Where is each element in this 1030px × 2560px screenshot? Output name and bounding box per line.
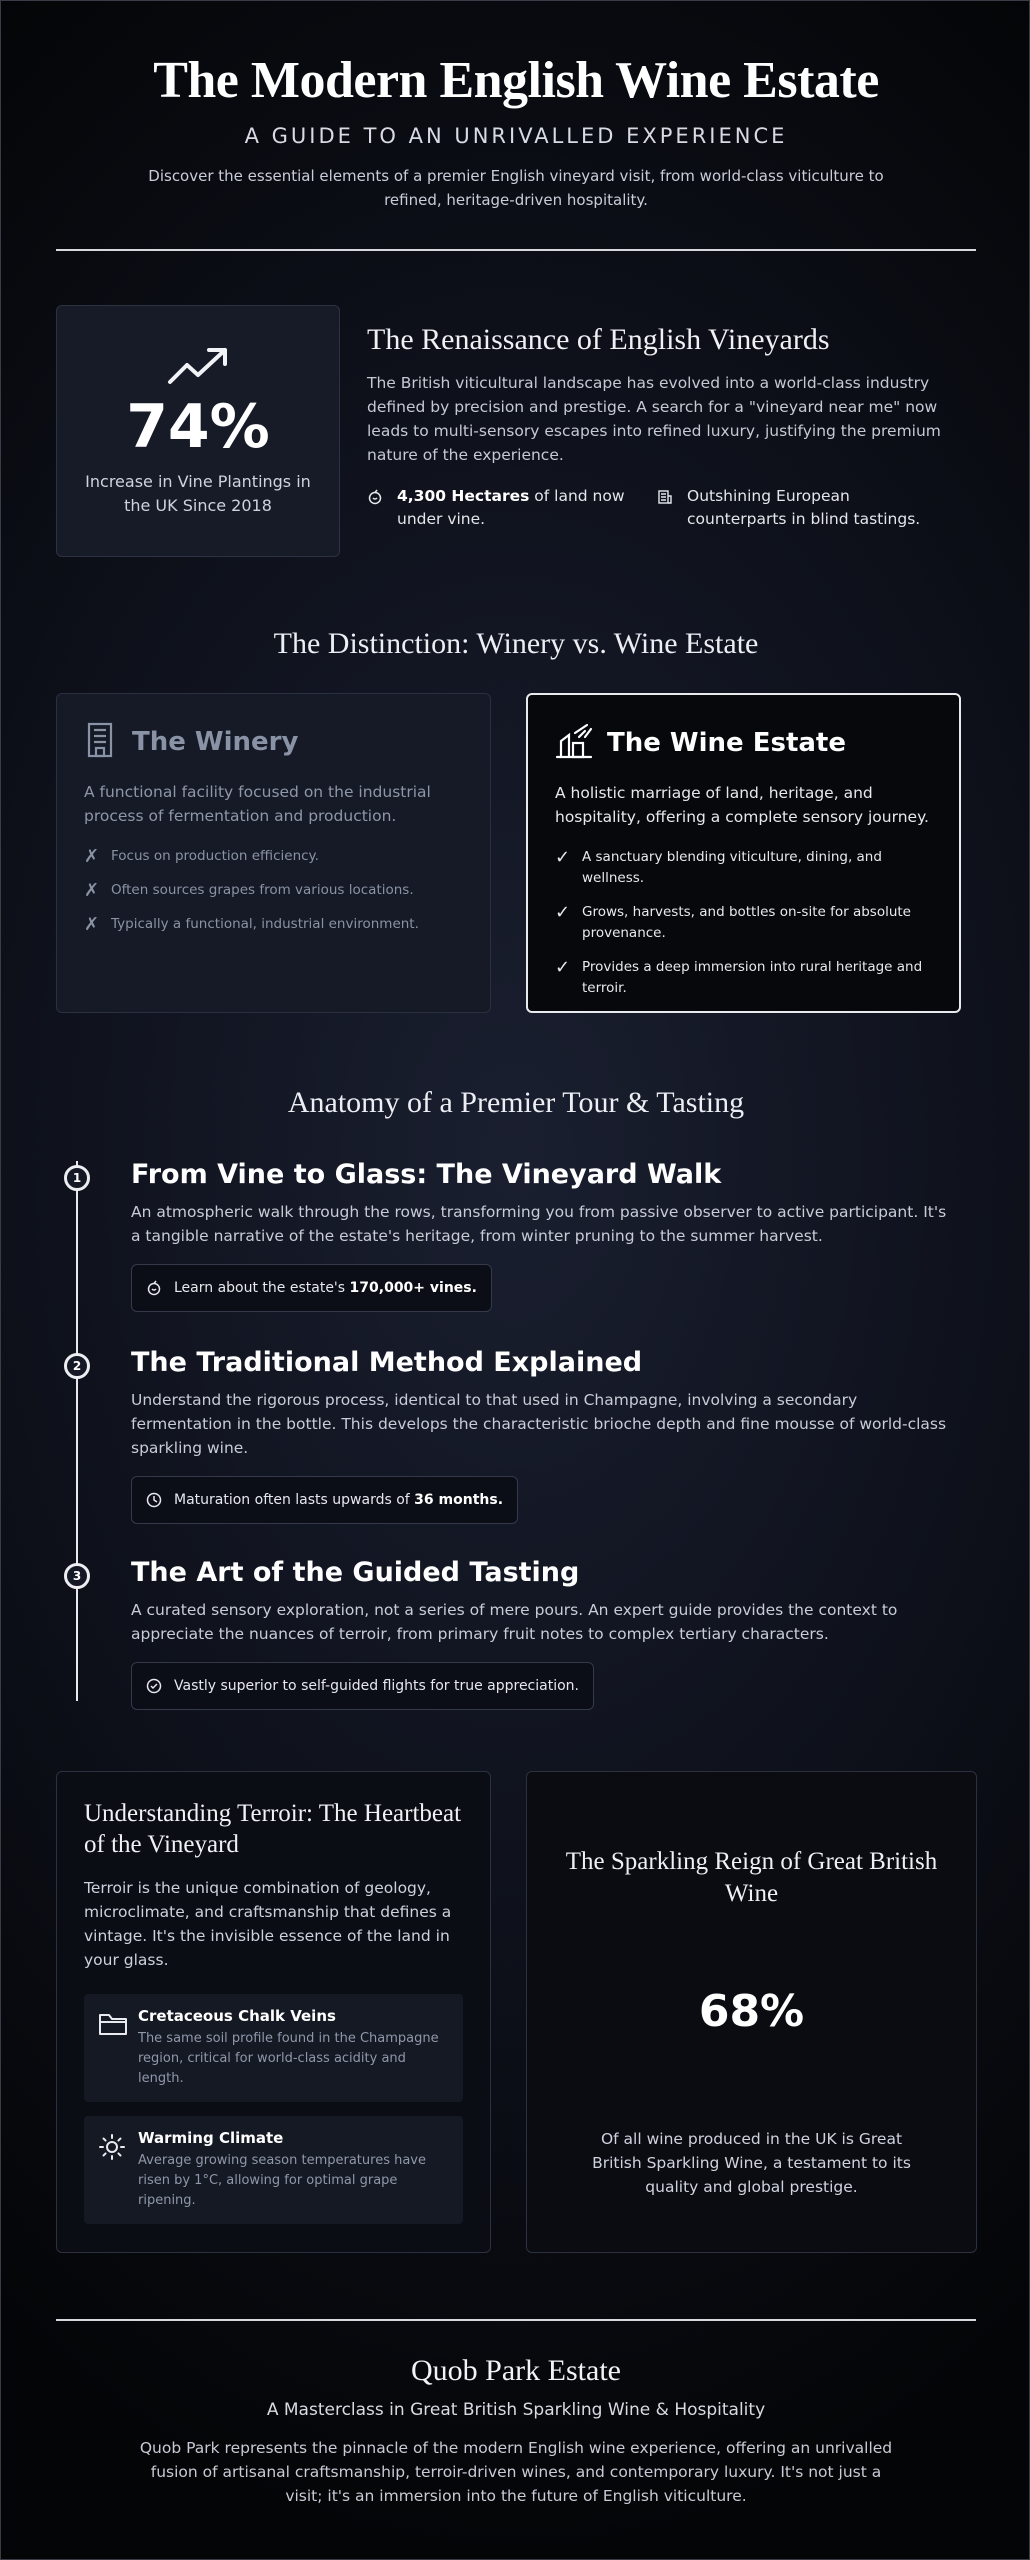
step-title: The Traditional Method Explained — [131, 1347, 643, 1378]
timeline-line — [76, 1161, 78, 1701]
footer-tagline: A Masterclass in Great British Sparkling Wine & Hospitality — [266, 2400, 766, 2420]
renaissance-body: The British viticultural landscape has evolved into a world-class industry defined by precision and prestige. A search for a "vineyard near me" now leads to multi-sensory escapes into refined luxury, justifying the premium nature of the experience. — [367, 374, 941, 464]
estate-item: ✓ A sanctuary blending viticulture, dining, and wellness. — [555, 847, 932, 889]
warming-climate-title: Warming Climate — [138, 2129, 284, 2147]
building-icon — [657, 485, 679, 531]
terroir-card — [56, 1771, 491, 2253]
blind-tasting-fact — [657, 485, 947, 531]
wine-estate-desc: A holistic marriage of land, heritage, and hospitality, offering a complete sensory journey. — [555, 784, 929, 826]
step-title: From Vine to Glass: The Vineyard Walk — [131, 1159, 722, 1190]
blind-tasting-text: Outshining European counterparts in blind tastings. — [687, 487, 921, 528]
factory-icon — [84, 722, 118, 762]
wine-estate-title: The Wine Estate — [607, 728, 846, 758]
tour-title: Anatomy of a Premier Tour & Tasting — [287, 1086, 745, 1119]
estate-icon — [555, 723, 593, 763]
grape-leaf-icon — [146, 1280, 162, 1296]
step-title: The Art of the Guided Tasting — [131, 1557, 580, 1588]
winery-item: ✗ Often sources grapes from various locations. — [84, 880, 414, 901]
chalk-veins-text: The same soil profile found in the Champagne region, critical for world-class acidity and length. — [138, 2031, 439, 2086]
chalk-veins-card — [84, 1994, 463, 2102]
check-circle-icon — [146, 1678, 162, 1694]
step-number-badge: 2 — [64, 1353, 90, 1379]
cross-icon: ✗ — [84, 880, 100, 901]
footer — [56, 2354, 976, 2508]
terroir-body: Terroir is the unique combination of geology, microclimate, and craftsmanship that defines a vintage. It's the invisible essence of the land in your glass. — [84, 1879, 452, 1969]
divider-bottom — [56, 2319, 976, 2321]
page-intro: Discover the essential elements of a premier English vineyard visit, from world-class viticulture to refined, heritage-driven hospitality. — [148, 167, 884, 209]
footer-title: Quob Park Estate — [411, 2354, 621, 2387]
footer-body: Quob Park represents the pinnacle of the modern English wine experience, offering an unrivalled fusion of artisanal craftsmanship, terroir-driven wines, and contemporary luxury. It's not just a visit; it's an immersion into the future of English viticulture. — [139, 2439, 893, 2505]
trending-up-icon — [57, 346, 339, 390]
page-subtitle: A GUIDE TO AN UNRIVALLED EXPERIENCE — [244, 124, 788, 148]
sun-icon — [98, 2129, 138, 2211]
step-highlight: Learn about the estate's 170,000+ vines. — [131, 1264, 492, 1312]
step-number-badge: 3 — [64, 1563, 90, 1589]
step-highlight: Vastly superior to self-guided flights for true appreciation. — [131, 1662, 594, 1710]
winery-card — [56, 693, 491, 1013]
wine-estate-card — [526, 693, 961, 1013]
hectares-value: 4,300 Hectares — [397, 487, 530, 505]
winery-item: ✗ Typically a functional, industrial environment. — [84, 914, 419, 935]
step-body: A curated sensory exploration, not a series of mere pours. An expert guide provides the context to appreciate the nuances of terroir, from primary fruit notes to complex tertiary characters. — [131, 1601, 898, 1643]
distinction-title: The Distinction: Winery vs. Wine Estate — [273, 627, 759, 660]
step-body: An atmospheric walk through the rows, transforming you from passive observer to active participant. It's a tangible narrative of the estate's heritage, from winter pruning to the summer harvest. — [131, 1203, 947, 1245]
hectares-fact — [367, 485, 657, 531]
cross-icon: ✗ — [84, 914, 100, 935]
estate-item: ✓ Provides a deep immersion into rural heritage and terroir. — [555, 957, 932, 999]
plantings-stat-caption: Increase in Vine Plantings in the UK Since 2018 — [85, 472, 311, 515]
step-highlight: Maturation often lasts upwards of 36 months. — [131, 1476, 518, 1524]
hero-header — [56, 51, 976, 212]
grape-leaf-icon — [367, 485, 389, 531]
sparkling-title: The Sparkling Reign of Great British Wine — [565, 1848, 938, 1907]
renaissance-section — [367, 323, 977, 531]
check-icon: ✓ — [555, 957, 571, 978]
sparkling-stat-value: 68% — [698, 1986, 805, 2037]
renaissance-title: The Renaissance of English Vineyards — [367, 323, 830, 356]
winery-item: ✗ Focus on production efficiency. — [84, 846, 319, 867]
plantings-stat-value: 74% — [126, 392, 270, 462]
step-number-badge: 1 — [64, 1165, 90, 1191]
warming-climate-card — [84, 2116, 463, 2224]
page-title: The Modern English Wine Estate — [153, 52, 879, 109]
warming-climate-text: Average growing season temperatures have risen by 1°C, allowing for optimal grape ripening. — [138, 2153, 426, 2208]
estate-item: ✓ Grows, harvests, and bottles on-site for absolute provenance. — [555, 902, 932, 944]
plantings-stat-card — [56, 305, 340, 557]
step-body: Understand the rigorous process, identical to that used in Champagne, involving a secondary fermentation in the bottle. This develops the characteristic brioche depth and fine mousse of world-class sparkling wine. — [131, 1391, 947, 1457]
winery-desc: A functional facility focused on the industrial process of fermentation and production. — [84, 783, 431, 825]
check-icon: ✓ — [555, 847, 571, 868]
folder-icon — [98, 2007, 138, 2089]
winery-title: The Winery — [132, 727, 299, 757]
sparkling-body: Of all wine produced in the UK is Great British Sparkling Wine, a testament to its quality and global prestige. — [592, 2130, 911, 2196]
clock-icon — [146, 1492, 162, 1508]
divider-top — [56, 249, 976, 251]
terroir-title: Understanding Terroir: The Heartbeat of the Vineyard — [84, 1800, 462, 1858]
hectares-text: of land now under vine. — [397, 487, 625, 528]
chalk-veins-title: Cretaceous Chalk Veins — [138, 2007, 336, 2025]
check-icon: ✓ — [555, 902, 571, 923]
cross-icon: ✗ — [84, 846, 100, 867]
sparkling-card — [526, 1771, 977, 2253]
